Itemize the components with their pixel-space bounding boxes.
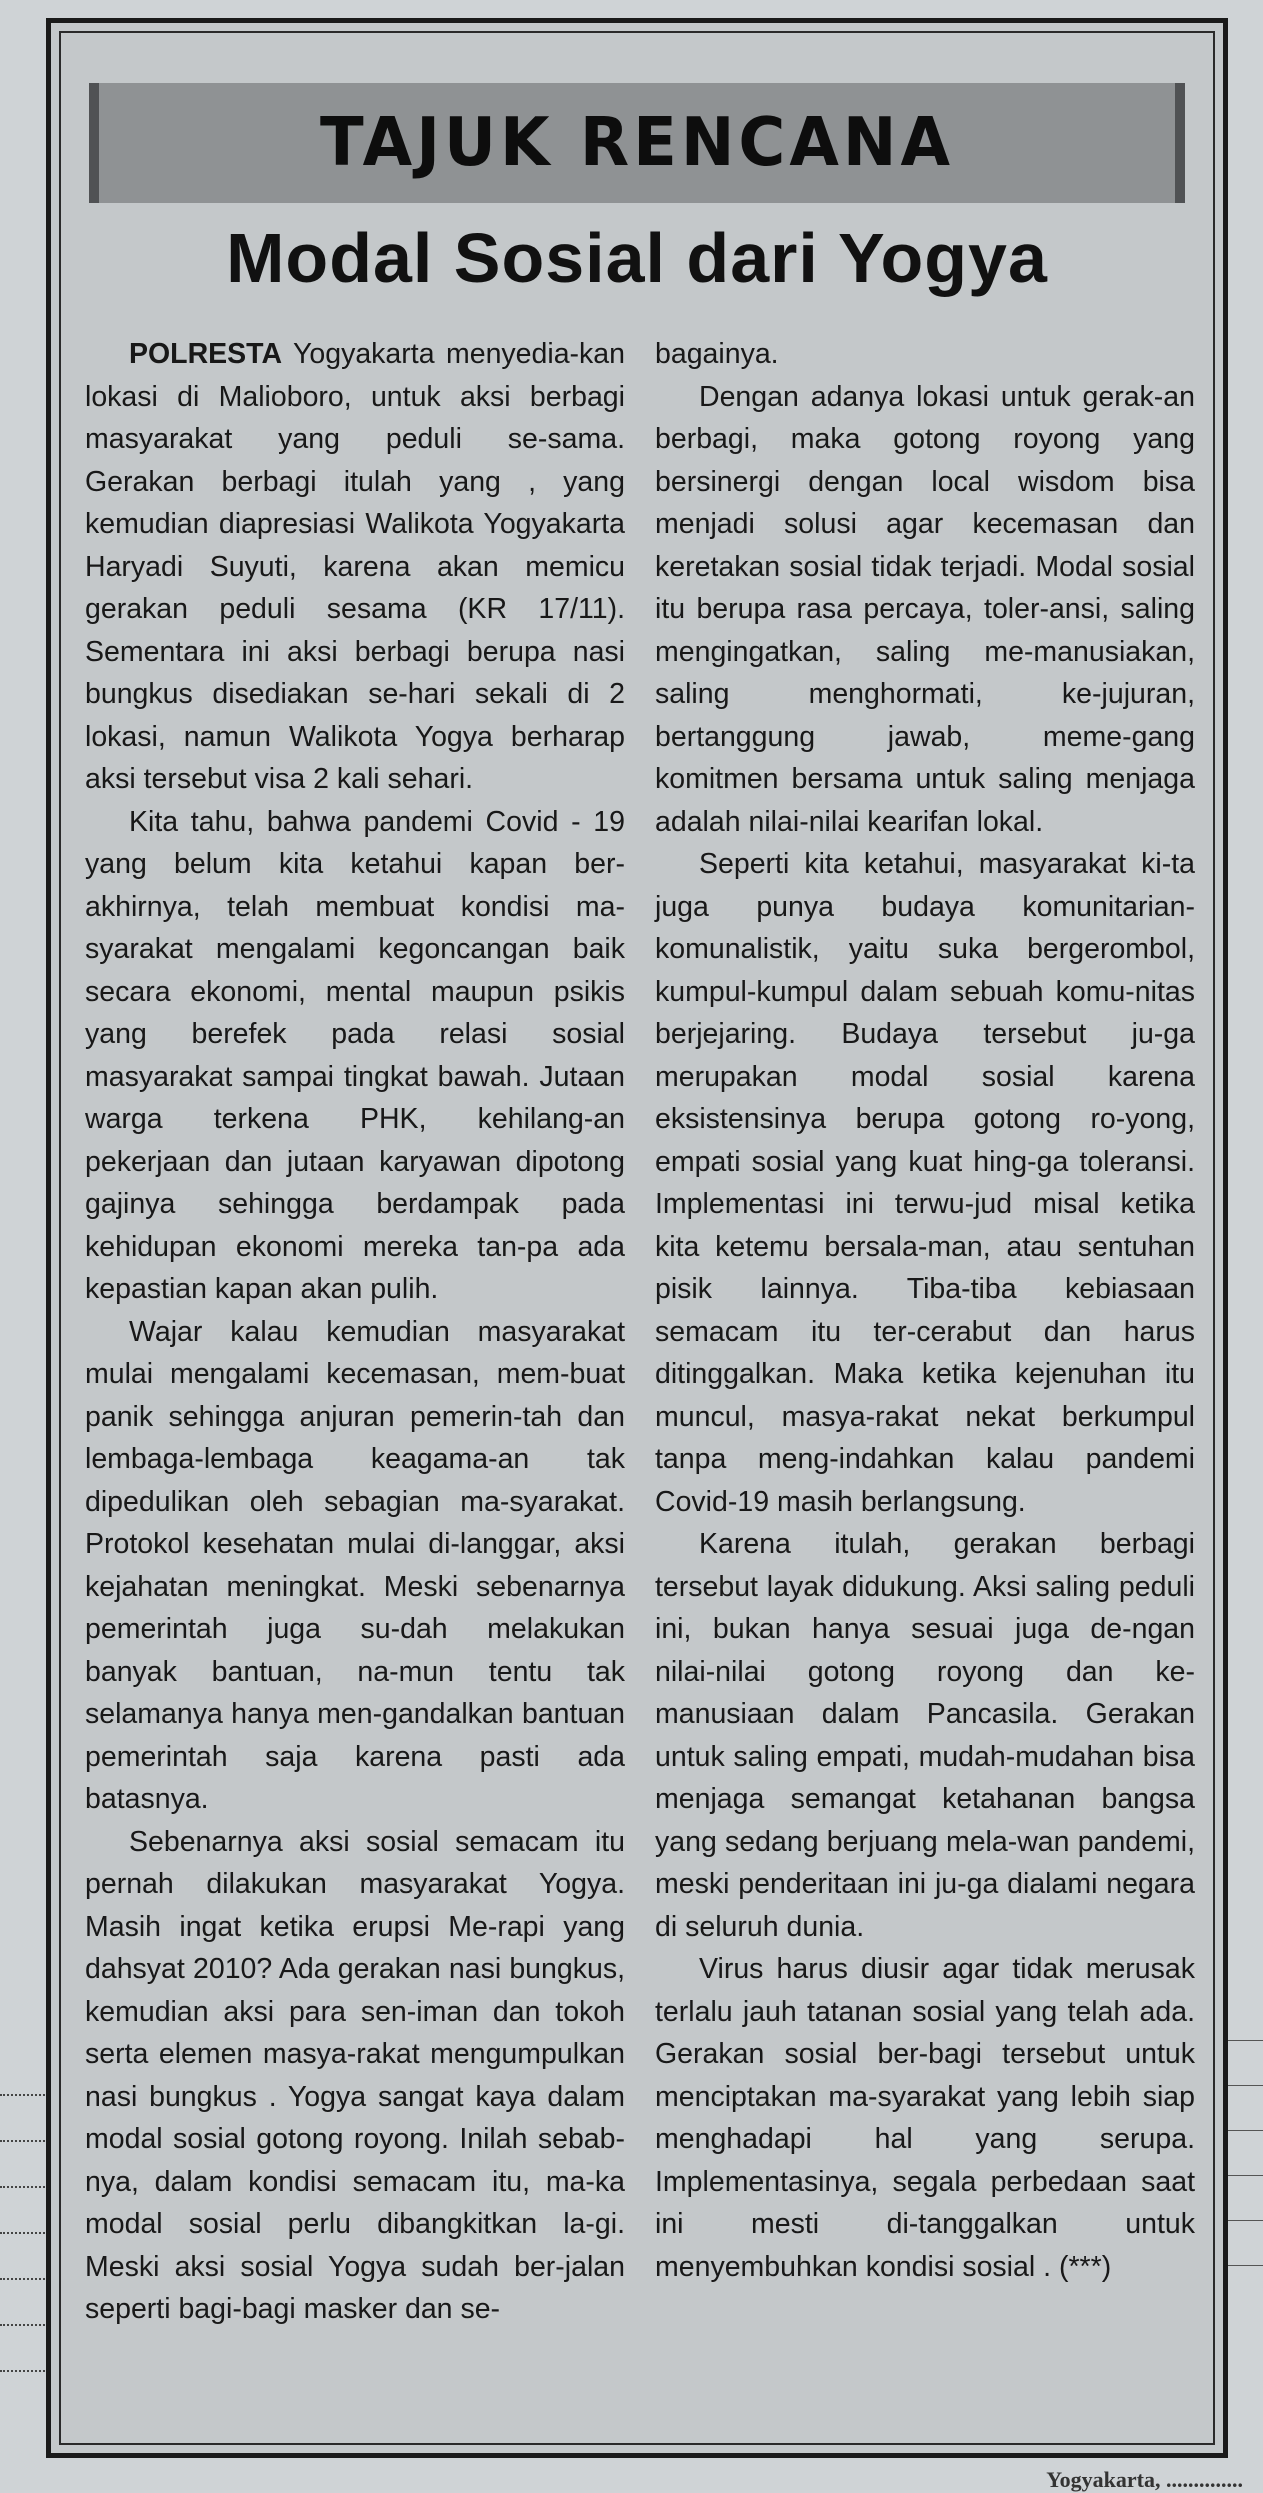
paragraph-2: Kita tahu, bahwa pandemi Covid - 19 yang belum kita ketahui kapan ber-akhirnya, telah membuat kondisi ma-syarakat mengalami kegoncangan baik secara ekonomi, mental maupun psikis yang berefek pada relasi sosial masyarakat sampai tingkat bawah. Jutaan warga terkena PHK, kehilang-an pekerjaan dan jutaan karyawan dipotong gajinya sehingga berdampak pada kehidupan ekonomi mereka tan-pa ada kepastian kapan akan pulih. [85,805,625,1305]
paragraph-1 [85,333,625,801]
editorial-frame [46,18,1228,2458]
column-right [655,333,1195,2331]
column-left [85,333,625,2331]
paragraph-1-text: Yogyakarta menyedia-kan lokasi di Malioboro, untuk aksi berbagi masyarakat yang peduli se-sama. Gerakan berbagi itulah yang , yang kemudian diapresiasi Walikota Yogyakarta Haryadi Suyuti, karena akan memicu gerakan peduli sesama (KR 17/11). Sementara ini aksi berbagi berupa nasi bungkus disediakan se-hari sekali di 2 lokasi, namun Walikota Yogya berharap aksi tersebut visa 2 kali sehari. [85,338,625,795]
section-title: TAJUK RENCANA [319,104,955,182]
paragraph-3: Wajar kalau kemudian masyarakat mulai mengalami kecemasan, mem-buat panik sehingga anjuran pemerin-tah dan lembaga-lembaga keagama-an tak dipedulikan oleh sebagian ma-syarakat. Protokol kesehatan mulai di-langgar, aksi kejahatan meningkat. Meski sebenarnya pemerintah juga su-dah melakukan banyak bantuan, na-mun tentu tak selamanya hanya men-gandalkan bantuan pemerintah saja karena pasti ada batasnya. [85,1315,625,1815]
neighbor-dotted-lines [0,2050,48,2372]
paragraph-8: Virus harus diusir agar tidak merusak terlalu jauh tatanan sosial yang telah ada. Gerakan sosial ber-bagi tersebut untuk menciptakan ma-syarakat yang lebih siap menghadapi hal yang serupa. Implementasinya, segala perbedaan saat ini mesti di-tanggalkan untuk menyembuhkan kondisi sosial . (***) [655,1953,1195,2283]
article-headline: Modal Sosial dari Yogya [226,219,1048,297]
lead-word: POLRESTA [129,338,283,370]
article-body [85,333,1195,2331]
paragraph-4-continued: bagainya. [655,338,779,370]
section-banner [89,83,1185,203]
neighbor-caption: Yogyakarta, .............. [1046,2467,1243,2492]
paragraph-6: Seperti kita ketahui, masyarakat ki-ta juga punya budaya komunitarian-komunalistik, yaitu suka bergerombol, kumpul-kumpul dalam sebuah komu-nitas berjejaring. Budaya tersebut ju-ga merupakan modal sosial karena eksistensinya berupa gotong ro-yong, empati sosial yang kuat hing-ga toleransi. Implementasi ini terwu-jud misal ketika kita ketemu bersala-man, atau sentuhan pisik lainnya. Tiba-tiba kebiasaan semacam itu ter-cerabut dan harus ditinggalkan. Maka ketika kejenuhan itu muncul, masya-rakat nekat berkumpul tanpa meng-indahkan kalau pandemi Covid-19 masih berlangsung. [655,848,1195,1518]
paragraph-7: Karena itulah, gerakan berbagi tersebut layak didukung. Aksi saling peduli ini, bukan hanya sesuai juga de-ngan nilai-nilai gotong royong dan ke-manusiaan dalam Pancasila. Gerakan untuk saling empati, mudah-mudahan bisa menjaga semangat ketahanan bangsa yang sedang berjuang mela-wan pandemi, meski penderitaan ini ju-ga dialami negara di seluruh dunia. [655,1528,1195,1943]
paragraph-4: Sebenarnya aksi sosial semacam itu pernah dilakukan masyarakat Yogya. Masih ingat ketika erupsi Me-rapi yang dahsyat 2010? Ada gerakan nasi bungkus, kemudian aksi para sen-iman dan tokoh serta elemen masya-rakat mengumpulkan nasi bungkus . Yogya sangat kaya dalam modal sosial gotong royong. Inilah sebab-nya, dalam kondisi semacam itu, ma-ka modal sosial perlu dibangkitkan la-gi. Meski aksi sosial Yogya sudah ber-jalan seperti bagi-bagi masker dan se- [85,1825,625,2325]
paragraph-5: Dengan adanya lokasi untuk gerak-an berbagi, maka gotong royong yang bersinergi dengan local wisdom bisa menjadi solusi agar kecemasan dan keretakan sosial tidak terjadi. Modal sosial itu berupa rasa percaya, toler-ansi, saling mengingatkan, saling me-manusiakan, saling menghormati, ke-jujuran, bertanggung jawab, meme-gang komitmen bersama untuk saling menjaga adalah nilai-nilai kearifan lokal. [655,380,1195,838]
